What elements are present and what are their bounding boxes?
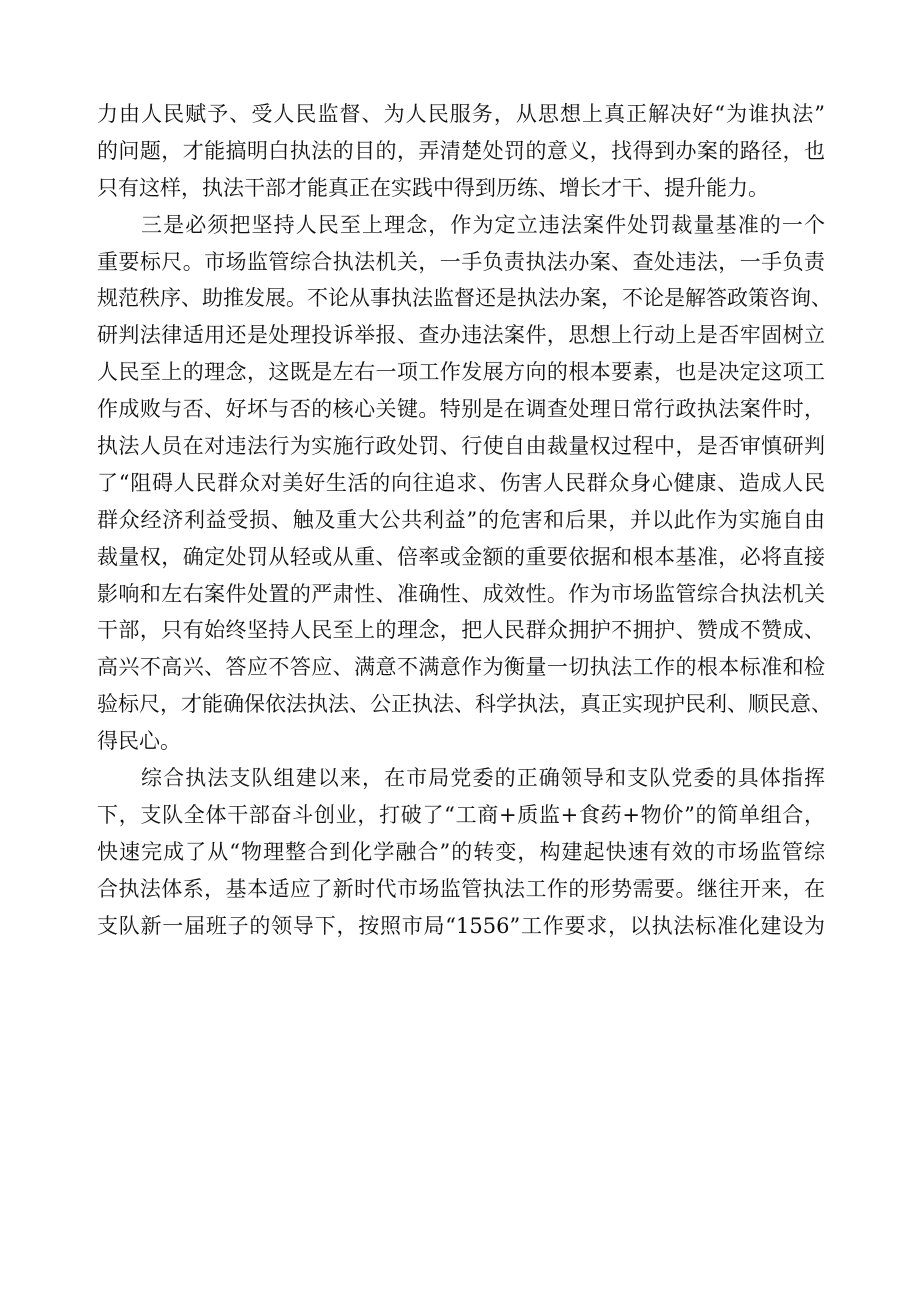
text-line: 力由人民赋予、受人民监督、为人民服务，从思想上真正解决好“为谁执法” (97, 102, 825, 126)
text-line: 了“阻碍人民群众对美好生活的向往追求、伤害人民群众身心健康、造成人民 (97, 470, 825, 495)
text-line: 验标尺，才能确保依法执法、公正执法、科学执法，真正实现护民利、顺民意、 (97, 692, 832, 717)
text-line: 作成败与否、好坏与否的核心关键。特别是在调查处理日常行政执法案件时， (97, 397, 825, 422)
text-line: 高兴不高兴、答应不答应、满意不满意作为衡量一切执法工作的根本标准和检 (97, 655, 825, 680)
document-body (97, 96, 832, 944)
paragraph (97, 207, 832, 760)
text-line: 只有这样，执法干部才能真正在实践中得到历练、增长才干、提升能力。 (97, 175, 769, 200)
text-line: 规范秩序、助推发展。不论从事执法监督还是执法办案，不论是解答政策咨询、 (97, 286, 832, 311)
text-line: 人民至上的理念，这既是左右一项工作发展方向的根本要素，也是决定这项工 (97, 360, 825, 385)
text-line: 的问题，才能搞明白执法的目的，弄清楚处罚的意义，找得到办案的路径，也 (97, 138, 825, 163)
text-line: 综合执法支队组建以来，在市局党委的正确领导和支队党委的具体指挥 (141, 766, 825, 791)
text-line: 干部，只有始终坚持人民至上的理念，把人民群众拥护不拥护、赞成不赞成、 (97, 618, 825, 643)
text-line: 支队新一届班子的领导下，按照市局“1556”工作要求，以执法标准化建设为 (97, 913, 825, 938)
text-line: 影响和左右案件处置的严肃性、准确性、成效性。作为市场监管综合执法机关 (97, 581, 825, 606)
text-line: 执法人员在对违法行为实施行政处罚、行使自由裁量权过程中，是否审慎研判 (97, 434, 825, 459)
text-line: 下，支队全体干部奋斗创业，打破了“工商+质监+食药+物价”的简单组合， (97, 802, 825, 827)
text-line: 三是必须把坚持人民至上理念，作为定立违法案件处罚裁量基准的一个 (141, 212, 825, 237)
text-line: 快速完成了从“物理整合到化学融合”的转变，构建起快速有效的市场监管综 (97, 839, 825, 864)
paragraph (97, 760, 825, 944)
paragraph (97, 96, 825, 207)
text-line: 合执法体系，基本适应了新时代市场监管执法工作的形势需要。继往开来，在 (97, 876, 825, 901)
text-line: 群众经济利益受损、触及重大公共利益”的危害和后果，并以此作为实施自由 (97, 507, 825, 532)
text-line: 重要标尺。市场监管综合执法机关，一手负责执法办案、查处违法，一手负责 (97, 249, 825, 274)
text-line: 研判法律适用还是处理投诉举报、查办违法案件，思想上行动上是否牢固树立 (97, 323, 825, 348)
text-line: 裁量权，确定处罚从轻或从重、倍率或金额的重要依据和根本基准，必将直接 (97, 544, 825, 569)
text-line: 得民心。 (97, 729, 181, 754)
